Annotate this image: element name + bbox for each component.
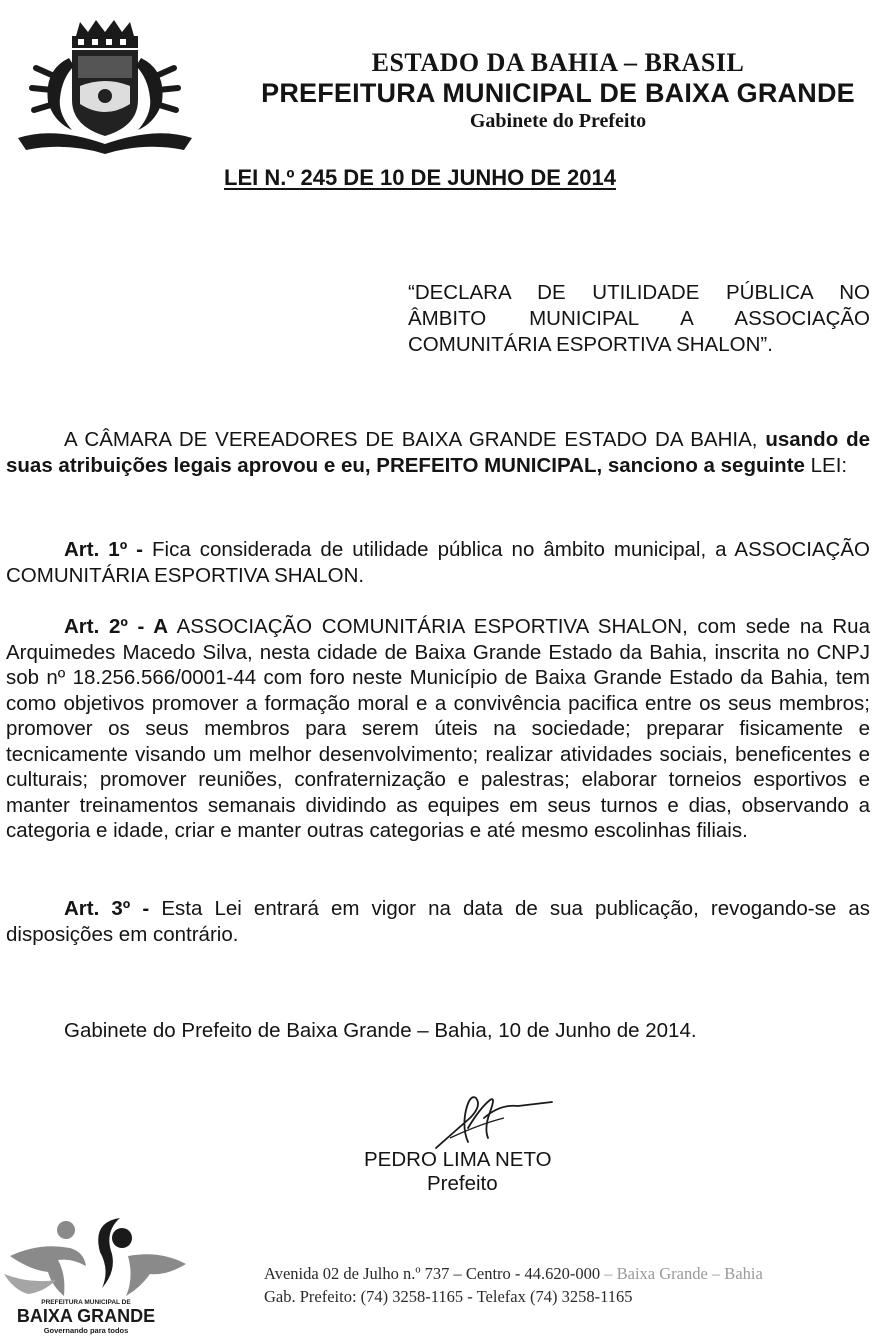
- law-title: LEI N.º 245 DE 10 DE JUNHO DE 2014: [224, 165, 616, 190]
- footer-address-main: Avenida 02 de Julho n.º 737 – Centro - 44.620-000: [264, 1264, 601, 1283]
- article-text: Fica considerada de utilidade pública no âmbito municipal, a ASSOCIAÇÃO COMUNITÁRIA ESPORTIVA SHALON.: [6, 538, 870, 587]
- scan-artifact: [0, 858, 8, 898]
- logo-small-text: PREFEITURA MUNICIPAL DE: [41, 1299, 131, 1306]
- logo-name-text: BAIXA GRANDE: [16, 1306, 156, 1326]
- signatory-name: PEDRO LIMA NETO: [364, 1148, 552, 1171]
- footer-address-city: – Baixa Grande – Bahia: [604, 1264, 763, 1283]
- prefeitura-heading: PREFEITURA MUNICIPAL DE BAIXA GRANDE: [261, 78, 855, 108]
- article-label: Art. 1º -: [64, 538, 144, 561]
- article-label: Art. 2º - A: [64, 615, 169, 638]
- closing-line: Gabinete do Prefeito de Baixa Grande – Bahia, 10 de Junho de 2014.: [64, 1019, 697, 1042]
- footer-phones: Gab. Prefeito: (74) 3258-1165 - Telefax (74) 3258-1165: [264, 1287, 633, 1306]
- signatory-role: Prefeito: [427, 1172, 498, 1195]
- preamble-tail: LEI:: [810, 453, 848, 477]
- signature-mark: [430, 1088, 560, 1154]
- article-text: ASSOCIAÇÃO COMUNITÁRIA ESPORTIVA SHALON, com sede na Rua Arquimedes Macedo Silva, nesta cidade de Baixa Grande Estado da Bahia, inscrita no CNPJ sob nº 18.256.566/0001-44 com foro neste Município de Baixa Grande Estado da Bahia, tem como objetivos promover a formação moral e a convivência pacifica entre os seus membros; promover os seus membros para serem úteis na sociedade; preparar fisicamente e tecnicamente visando um melhor desenvolvimento; realizar atividades sociais, beneficentes e culturais; promover reuniões, confraternização e palestras; elaborar torneios esportivos e manter treinamentos semanais dividindo as equipes em seus turnos e dias, observando a categoria e idade, criar e manter outras categorias e até mesmo escolinhas filiais.: [6, 615, 870, 842]
- preamble-plain: A CÂMARA DE VEREADORES DE BAIXA GRANDE ESTADO DA BAHIA,: [64, 428, 758, 451]
- article-1: [6, 537, 870, 588]
- logo-slogan-text: Governando para todos: [43, 1326, 129, 1335]
- article-2: [6, 614, 870, 844]
- municipal-logo-icon: [0, 1212, 190, 1336]
- footer-address: [264, 1264, 763, 1284]
- state-heading: ESTADO DA BAHIA – BRASIL: [371, 48, 745, 77]
- law-ementa: “DECLARA DE UTILIDADE PÚBLICA NO ÂMBITO MUNICIPAL A ASSOCIAÇÃO COMUNITÁRIA ESPORTIVA SHALON”.: [408, 281, 870, 356]
- gabinete-heading: Gabinete do Prefeito: [469, 110, 647, 132]
- preamble-bold: usando de suas atribuições legais aprovou e eu, PREFEITO MUNICIPAL, sanciono a seguinte: [6, 428, 870, 477]
- article-label: Art. 3º -: [64, 897, 150, 920]
- article-3: [6, 896, 870, 947]
- article-text: Esta Lei entrará em vigor na data de sua publicação, revogando-se as disposições em contrário.: [6, 897, 870, 946]
- preamble-paragraph: [6, 427, 870, 478]
